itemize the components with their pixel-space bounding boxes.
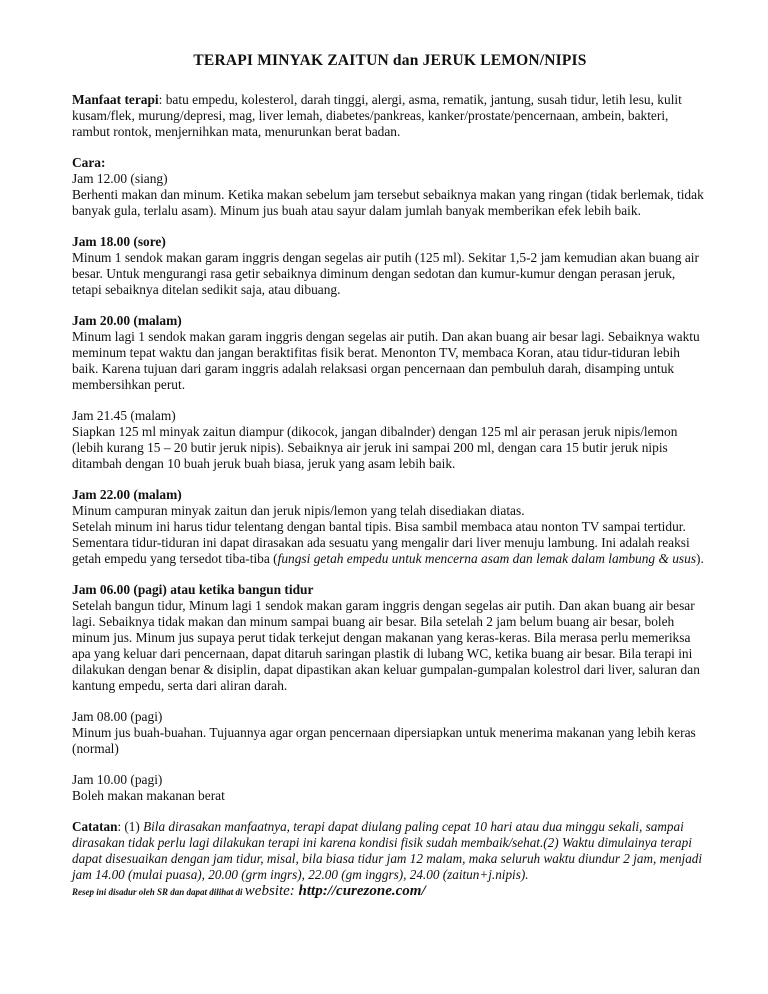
section-jam-2000 [72, 313, 708, 393]
section-jam-1800 [72, 234, 708, 298]
jam-0800-text: Minum jus buah-buahan. Tujuannya agar organ pencernaan dipersiapkan untuk menerima makanan yang lebih keras (normal) [72, 725, 696, 756]
source-text: Resep ini disadur oleh SR dan dapat dilihat di [72, 887, 245, 897]
jam-2200-line1: Minum campuran minyak zaitun dan jeruk nipis/lemon yang telah disediakan diatas. [72, 503, 525, 518]
jam-2200-end: ). [696, 551, 704, 566]
catatan-text: Bila dirasakan manfaatnya, terapi dapat diulang paling cepat 10 hari atau dua minggu sekali, sampai dirasakan tidak perlu lagi dilakukan terapi ini karena kondisi fisik sudah membaik/sehat.(2) Waktu dimulainya terapi dapat disesuaikan dengan jam tidur, misal, bila biasa tidur jam 12 malam, maka seluruh waktu diundur 2 jam, menjadi jam 14.00 (mulai puasa), 20.00 (grm ingrs), 22.00 (gm inggrs), 24.00 (zaitun+j.nipis). [72, 819, 703, 882]
source-link[interactable]: http://curezone.com/ [298, 883, 426, 899]
jam-0600-heading: Jam 06.00 (pagi) atau ketika bangun tidur [72, 582, 314, 597]
jam-0600-text: Setelah bangun tidur, Minum lagi 1 sendok makan garam inggris dengan segelas air putih. Dan akan buang air besar lagi. Sebaiknya tidak makan dan minum sampai buang air besar. Bila setelah 2 jam belum buang air besar, boleh minum jus. Minum jus supaya perut tidak terkejut dengan makanan yang keras-keras. Bila merasa perlu memeriksa apa yang keluar dari pencernaan, dapat ditaruh saringan plastik di lubang WC, ketika buang air besar. Bila terapi ini dilakukan dengan benar & disiplin, dapat dipastikan akan keluar gumpalan-gumpalan kolestrol dari liver, saluran dan kantung empedu, serta dari aliran darah. [72, 598, 700, 693]
jam-2200-paragraph [72, 519, 708, 567]
jam-1800-heading: Jam 18.00 (sore) [72, 234, 166, 249]
jam-2200-text: Setelah minum ini harus tidur telentang dengan bantal tipis. Bisa sambil membaca atau nonton TV sampai tertidur. Sementara tidur-tiduran ini dapat dirasakan ada sesuatu yang mengalir dari liver menuju lambung. Ini adalah reaksi getah empedu yang tersedot tiba-tiba ( [72, 519, 690, 566]
section-jam-1000 [72, 772, 708, 804]
jam-2200-heading: Jam 22.00 (malam) [72, 487, 182, 502]
jam-2145-heading: Jam 21.45 (malam) [72, 408, 176, 423]
section-jam-2200 [72, 487, 708, 567]
jam-2000-heading: Jam 20.00 (malam) [72, 313, 182, 328]
cara-label: Cara: [72, 155, 106, 170]
jam-2000-text: Minum lagi 1 sendok makan garam inggris dengan segelas air putih. Dan akan buang air besar lagi. Sebaiknya waktu meminum tepat waktu dan jangan beraktifitas fisik berat. Menonton TV, membaca Koran, atau tidur-tiduran lebih baik. Karena tujuan dari garam inggris adalah relaksasi organ pencernaan dan pembuluh darah, disamping untuk membersihkan perut. [72, 329, 700, 392]
document-title: TERAPI MINYAK ZAITUN dan JERUK LEMON/NIPIS [193, 52, 587, 69]
section-jam-2145 [72, 408, 708, 472]
catatan-paragraph [72, 819, 708, 883]
section-jam-0800 [72, 709, 708, 757]
section-jam-0600 [72, 582, 708, 694]
source-line [72, 883, 708, 900]
catatan-prefix: : (1) [117, 819, 144, 834]
jam-1000-heading: Jam 10.00 (pagi) [72, 772, 163, 787]
cara-text: Berhenti makan dan minum. Ketika makan sebelum jam tersebut sebaiknya makan yang ringan (tidak berlemak, tidak banyak gula, terlalu asam). Minum jus buah atau sayur dalam jumlah banyak memberikan efek lebih baik. [72, 187, 704, 218]
manfaat-text: : batu empedu, kolesterol, darah tinggi, alergi, asma, rematik, jantung, susah tidur, letih lesu, kulit kusam/flek, murung/depresi, mag, liver lemah, diabetes/pankreas, kanker/prostate/pencernaan, ambein, bakteri, rambut rontok, menjernihkan mata, menurunkan berat badan. [72, 92, 682, 139]
jam-0800-heading: Jam 08.00 (pagi) [72, 709, 163, 724]
cara-time: Jam 12.00 (siang) [72, 171, 168, 186]
jam-1000-text: Boleh makan makanan berat [72, 788, 225, 803]
section-catatan [72, 819, 708, 900]
section-manfaat [72, 92, 708, 140]
catatan-label: Catatan [72, 819, 118, 834]
section-cara [72, 155, 708, 219]
jam-2200-italic: fungsi getah empedu untuk mencerna asam dan lemak dalam lambung & usus [277, 551, 697, 566]
jam-1800-text: Minum 1 sendok makan garam inggris dengan segelas air putih (125 ml). Sekitar 1,5-2 jam kemudian akan buang air besar. Untuk mengurangi rasa getir sebaiknya diminum dengan sedotan dan kumur-kumur dengan perasan jeruk, tetapi sebaiknya ditelan sedikit saja, atau dibuang. [72, 250, 699, 297]
jam-2145-text: Siapkan 125 ml minyak zaitun diampur (dikocok, jangan dibalnder) dengan 125 ml air perasan jeruk nipis/lemon (lebih kurang 15 – 20 butir jeruk nipis). Sebaiknya air jeruk ini sampai 200 ml, dengan cara 15 butir jeruk nipis ditambah dengan 10 buah jeruk buah biasa, jeruk yang asam lebih baik. [72, 424, 678, 471]
manfaat-paragraph [72, 92, 708, 140]
source-website-label: website: [244, 883, 299, 899]
manfaat-label: Manfaat terapi [72, 92, 159, 107]
